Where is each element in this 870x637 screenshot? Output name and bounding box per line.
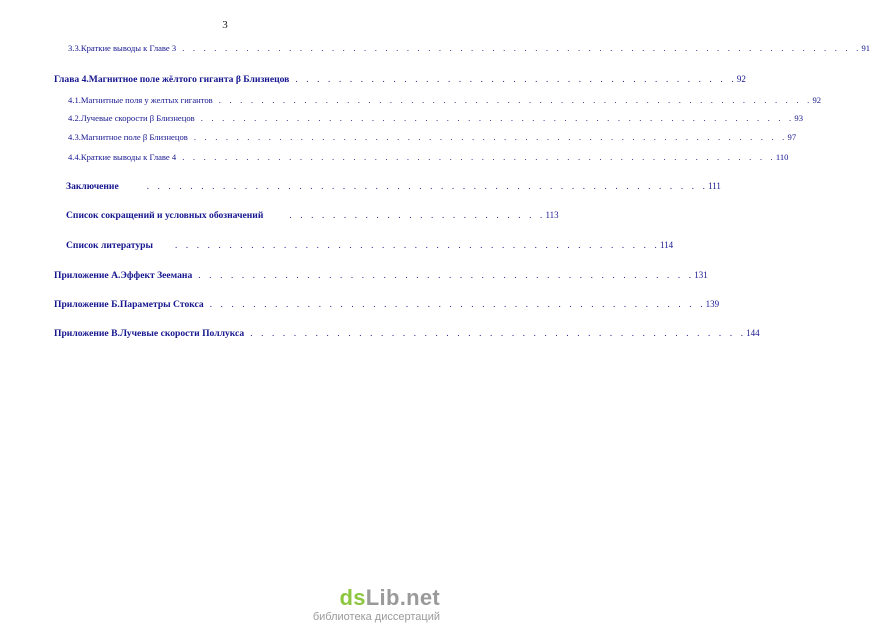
toc-entry-conclusion[interactable] <box>66 179 721 193</box>
toc-leader-dots: . . . . . . . . . . . . . . . . . . . . . . . . . . . . . . . . . . . . . . . . . . . . . . <box>198 270 695 280</box>
toc-page-number: 97 <box>787 132 797 142</box>
toc-title: Эффект Зеемана <box>120 270 193 281</box>
toc-entry-3-3[interactable] <box>68 41 870 55</box>
toc-number: Глава 4. <box>54 74 89 85</box>
toc-page-number: 144 <box>746 328 760 338</box>
toc-leader-dots: . . . . . . . . . . . . . . . . . . . . . . . . . . . . . . . . . . . . . . . . . . . . . . . . . . . . . . . . <box>193 132 788 142</box>
toc-number: 4.4. <box>68 152 81 162</box>
dslib-subtitle: библиотека диссертаций <box>312 611 440 623</box>
toc-leader-dots: . . . . . . . . . . . . . . . . . . . . . . . . . . . . . . . . . . . . . . . . . <box>295 74 737 84</box>
toc-page-number: 92 <box>812 95 822 105</box>
logo-lib: Lib <box>365 585 400 610</box>
toc-leader-dots: . . . . . . . . . . . . . . . . . . . . . . . . . . . . . . . . . . . . . . . . . . . . . . . . . . . . . . . . <box>182 152 776 162</box>
dslib-logo <box>313 587 440 609</box>
toc-entry-appendix-v[interactable] <box>54 326 760 340</box>
toc-leader-dots: . . . . . . . . . . . . . . . . . . . . . . . . . . . . . . . . . . . . . . . . . . . . . . <box>209 299 706 309</box>
toc-number: Приложение В. <box>54 328 120 339</box>
toc-entry-abbreviations[interactable] <box>66 208 559 222</box>
toc-leader-dots: . . . . . . . . . . . . . . . . . . . . . . . . <box>289 210 546 220</box>
logo-ds: ds <box>339 585 366 610</box>
toc-entry-appendix-a[interactable] <box>54 268 708 282</box>
toc-page-number: 114 <box>660 240 674 250</box>
toc-title: Краткие выводы к Главе 3 <box>80 43 177 53</box>
toc-title: Список литературы <box>66 240 153 251</box>
toc-page-number: 113 <box>545 210 559 220</box>
toc-page-number: 131 <box>694 270 708 280</box>
toc-title: Заключение <box>66 181 119 192</box>
dslib-watermark <box>313 587 440 623</box>
toc-entry-references[interactable] <box>66 238 674 252</box>
toc-number: 4.1. <box>68 95 81 105</box>
toc-number: Приложение А. <box>54 270 121 281</box>
toc-leader-dots: . . . . . . . . . . . . . . . . . . . . . . . . . . . . . . . . . . . . . . . . . . . . . . . . . . . . <box>146 181 709 191</box>
toc-entry-4-4[interactable] <box>68 150 789 164</box>
toc-title: Магнитное поле β Близнецов <box>80 132 188 142</box>
toc-page-number: 91 <box>861 43 870 53</box>
toc-leader-dots: . . . . . . . . . . . . . . . . . . . . . . . . . . . . . . . . . . . . . . . . . . . . . . . . . . . . . . . . <box>200 113 795 123</box>
toc-title: Параметры Стокса <box>119 299 204 310</box>
toc-entry-chapter-4[interactable] <box>54 72 746 86</box>
toc-title: Магнитное поле жёлтого гиганта β Близнецов <box>88 74 290 85</box>
toc-leader-dots: . . . . . . . . . . . . . . . . . . . . . . . . . . . . . . . . . . . . . . . . . . . . . <box>174 240 661 250</box>
page-number: 3 <box>222 19 228 31</box>
toc-number: 4.3. <box>68 132 81 142</box>
toc-leader-dots: . . . . . . . . . . . . . . . . . . . . . . . . . . . . . . . . . . . . . . . . . . . . . . . . . . . . . . . . <box>218 95 813 105</box>
toc-number: 3.3. <box>68 43 81 53</box>
toc-page-number: 92 <box>736 74 746 84</box>
toc-title: Лучевые скорости β Близнецов <box>80 113 195 123</box>
toc-entry-4-3[interactable] <box>68 130 797 144</box>
toc-page-number: 111 <box>708 181 721 191</box>
toc-entry-appendix-b[interactable] <box>54 297 720 311</box>
toc-title: Краткие выводы к Главе 4 <box>80 152 177 162</box>
toc-leader-dots: . . . . . . . . . . . . . . . . . . . . . . . . . . . . . . . . . . . . . . . . . . . . . . . . . . . . . . . . . . . . . . . . <box>182 43 862 53</box>
toc-page-number: 93 <box>794 113 803 123</box>
toc-number: 4.2. <box>68 113 81 123</box>
toc-leader-dots: . . . . . . . . . . . . . . . . . . . . . . . . . . . . . . . . . . . . . . . . . . . . . . <box>250 328 747 338</box>
toc-title: Лучевые скорости Поллукса <box>119 328 245 339</box>
logo-net: .net <box>399 585 440 610</box>
toc-entry-4-1[interactable] <box>68 93 822 107</box>
toc-page-number: 110 <box>775 152 789 162</box>
toc-title: Список сокращений и условных обозначений <box>66 210 264 221</box>
toc-title: Магнитные поля у желтых гигантов <box>80 95 213 105</box>
toc-number: Приложение Б. <box>54 299 120 310</box>
toc-page-number: 139 <box>705 299 720 309</box>
toc-entry-4-2[interactable] <box>68 111 803 125</box>
